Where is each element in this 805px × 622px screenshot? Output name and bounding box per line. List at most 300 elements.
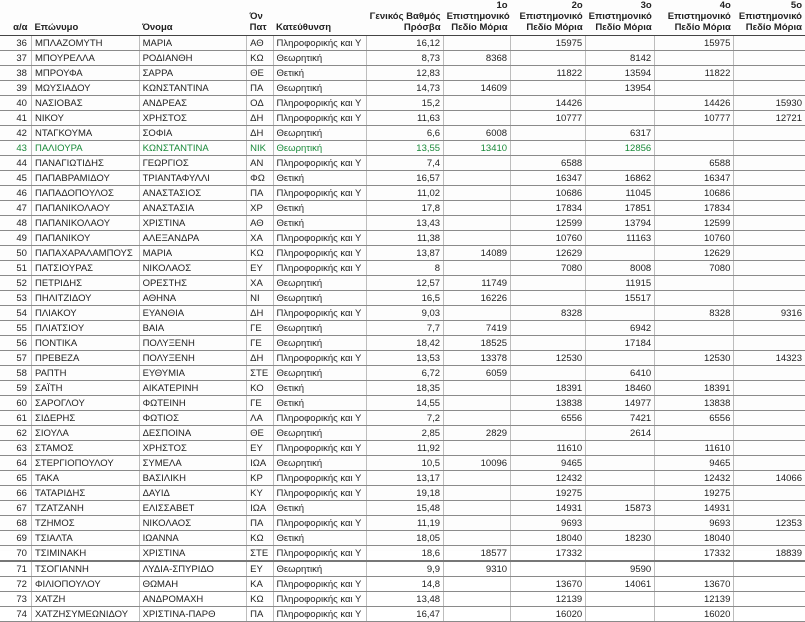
cell-field-5 — [734, 396, 805, 411]
cell-field-3: 11045 — [586, 186, 655, 201]
cell-name: ΑΝΑΣΤΑΣΙΑ — [139, 201, 247, 216]
cell-grade: 16,12 — [366, 36, 443, 51]
cell-grade: 14,73 — [366, 81, 443, 96]
cell-name: ΑΝΔΡΕΑΣ — [139, 96, 247, 111]
cell-field-4: 11610 — [655, 441, 734, 456]
cell-aa: 71 — [0, 561, 31, 577]
cell-name: ΧΡΙΣΤΙΝΑ — [139, 216, 247, 231]
cell-grade: 11,02 — [366, 186, 443, 201]
cell-field-4 — [655, 126, 734, 141]
cell-grade: 18,05 — [366, 531, 443, 546]
cell-direction: Θετική — [273, 171, 366, 186]
cell-field-1: 8368 — [444, 51, 511, 66]
cell-field-4: 14931 — [655, 501, 734, 516]
header-field-1: 1ο Επιστημονικό Πεδίο Μόρια — [444, 0, 511, 36]
cell-field-2: 10686 — [511, 186, 586, 201]
cell-direction: Πληροφορικής και Υ — [273, 306, 366, 321]
cell-field-2: 18391 — [511, 381, 586, 396]
cell-direction: Πληροφορικής και Υ — [273, 546, 366, 562]
cell-field-4: 16347 — [655, 171, 734, 186]
cell-name: ΣΑΡΡΑ — [139, 66, 247, 81]
cell-father: ΦΩ — [247, 171, 273, 186]
cell-aa: 57 — [0, 351, 31, 366]
cell-surname: ΣΙΔΕΡΗΣ — [31, 411, 139, 426]
cell-field-4 — [655, 426, 734, 441]
table-row — [0, 246, 805, 261]
cell-field-5: 18839 — [734, 546, 805, 562]
cell-grade: 13,17 — [366, 471, 443, 486]
cell-field-3 — [586, 592, 655, 607]
cell-field-2 — [511, 51, 586, 66]
cell-field-5 — [734, 456, 805, 471]
cell-field-5: 14323 — [734, 351, 805, 366]
cell-name: ΦΩΤΕΙΝΗ — [139, 396, 247, 411]
header-field-5: 5ο Επιστημονικό Πεδίο Μόρια — [734, 0, 805, 36]
cell-field-5 — [734, 66, 805, 81]
cell-father: ΑΝ — [247, 156, 273, 171]
cell-field-3: 13954 — [586, 81, 655, 96]
cell-field-1 — [444, 216, 511, 231]
cell-surname: ΝΑΣΙΟΒΑΣ — [31, 96, 139, 111]
cell-grade: 11,92 — [366, 441, 443, 456]
cell-grade: 16,57 — [366, 171, 443, 186]
cell-grade: 19,18 — [366, 486, 443, 501]
cell-father: ΘΕ — [247, 426, 273, 441]
cell-field-3: 16862 — [586, 171, 655, 186]
cell-grade: 2,85 — [366, 426, 443, 441]
cell-field-2 — [511, 336, 586, 351]
cell-field-5 — [734, 577, 805, 592]
cell-direction: Θεωρητική — [273, 336, 366, 351]
cell-field-4 — [655, 81, 734, 96]
cell-aa: 52 — [0, 276, 31, 291]
cell-field-3 — [586, 456, 655, 471]
cell-grade: 17,8 — [366, 201, 443, 216]
cell-name: ΒΑΣΙΛΙΚΗ — [139, 471, 247, 486]
cell-name: ΧΡΙΣΤΙΝΑ — [139, 546, 247, 562]
cell-field-2: 11610 — [511, 441, 586, 456]
cell-aa: 64 — [0, 456, 31, 471]
cell-field-3: 2614 — [586, 426, 655, 441]
cell-direction: Πληροφορικής και Υ — [273, 577, 366, 592]
cell-direction: Θετική — [273, 396, 366, 411]
table-row — [0, 516, 805, 531]
cell-field-5 — [734, 321, 805, 336]
cell-field-4: 13670 — [655, 577, 734, 592]
cell-direction: Θεωρητική — [273, 141, 366, 156]
cell-aa: 62 — [0, 426, 31, 441]
cell-grade: 11,63 — [366, 111, 443, 126]
cell-father: ΟΔ — [247, 96, 273, 111]
cell-direction: Θετική — [273, 66, 366, 81]
cell-field-3: 15517 — [586, 291, 655, 306]
cell-field-5 — [734, 201, 805, 216]
cell-grade: 13,53 — [366, 351, 443, 366]
cell-direction: Πληροφορικής και Υ — [273, 186, 366, 201]
cell-aa: 67 — [0, 501, 31, 516]
cell-direction: Θεωρητική — [273, 51, 366, 66]
cell-field-3: 12856 — [586, 141, 655, 156]
cell-field-2: 12139 — [511, 592, 586, 607]
cell-grade: 16,47 — [366, 607, 443, 622]
cell-field-1: 18577 — [444, 546, 511, 562]
cell-field-1 — [444, 201, 511, 216]
table-row — [0, 171, 805, 186]
cell-field-2 — [511, 561, 586, 577]
cell-father: ΝΙΚ — [247, 141, 273, 156]
cell-father: ΧΑ — [247, 276, 273, 291]
cell-field-2: 12629 — [511, 246, 586, 261]
table-row — [0, 531, 805, 546]
cell-field-4: 12432 — [655, 471, 734, 486]
cell-aa: 51 — [0, 261, 31, 276]
cell-field-3 — [586, 306, 655, 321]
cell-field-4 — [655, 366, 734, 381]
cell-field-2 — [511, 291, 586, 306]
cell-field-3: 17184 — [586, 336, 655, 351]
cell-grade: 13,87 — [366, 246, 443, 261]
cell-field-5: 9316 — [734, 306, 805, 321]
cell-direction: Θετική — [273, 381, 366, 396]
cell-field-1: 7419 — [444, 321, 511, 336]
cell-direction: Θεωρητική — [273, 321, 366, 336]
cell-aa: 68 — [0, 516, 31, 531]
cell-field-1 — [444, 231, 511, 246]
cell-field-2 — [511, 81, 586, 96]
cell-aa: 63 — [0, 441, 31, 456]
cell-field-5 — [734, 246, 805, 261]
table-row — [0, 592, 805, 607]
cell-name: ΕΥΘΥΜΙΑ — [139, 366, 247, 381]
cell-field-5 — [734, 81, 805, 96]
table-row — [0, 336, 805, 351]
cell-father: ΚΩ — [247, 246, 273, 261]
cell-field-2: 11822 — [511, 66, 586, 81]
cell-field-2: 8328 — [511, 306, 586, 321]
cell-field-1: 13378 — [444, 351, 511, 366]
cell-field-3 — [586, 111, 655, 126]
cell-field-4: 9693 — [655, 516, 734, 531]
cell-direction: Θεωρητική — [273, 426, 366, 441]
cell-surname: ΠΛΙΑΤΣΙΟΥ — [31, 321, 139, 336]
cell-field-4: 13838 — [655, 396, 734, 411]
cell-father: ΠΑ — [247, 186, 273, 201]
cell-field-1 — [444, 411, 511, 426]
cell-field-2: 19275 — [511, 486, 586, 501]
header-grade: Γενικός Βαθμός Πρόσβα — [366, 0, 443, 36]
table-row — [0, 441, 805, 456]
table-row — [0, 201, 805, 216]
cell-name: ΝΙΚΟΛΑΟΣ — [139, 261, 247, 276]
cell-field-1 — [444, 261, 511, 276]
cell-direction: Θεωρητική — [273, 81, 366, 96]
cell-field-3 — [586, 36, 655, 51]
cell-father: ΔΗ — [247, 306, 273, 321]
cell-field-2: 17332 — [511, 546, 586, 562]
cell-aa: 40 — [0, 96, 31, 111]
cell-field-2: 6588 — [511, 156, 586, 171]
cell-surname: ΣΤΑΜΟΣ — [31, 441, 139, 456]
cell-field-3: 7421 — [586, 411, 655, 426]
header-surname: Επώνυμο — [31, 0, 139, 36]
table-row — [0, 291, 805, 306]
table-row — [0, 426, 805, 441]
cell-grade: 18,6 — [366, 546, 443, 562]
cell-field-1 — [444, 531, 511, 546]
cell-surname: ΜΠΛΑΖΟΜΥΤΗ — [31, 36, 139, 51]
cell-aa: 53 — [0, 291, 31, 306]
cell-father: ΓΕ — [247, 396, 273, 411]
cell-field-4 — [655, 561, 734, 577]
cell-field-3: 14061 — [586, 577, 655, 592]
cell-surname: ΤΖΑΤΖΑΝΗ — [31, 501, 139, 516]
cell-father: ΠΑ — [247, 516, 273, 531]
cell-field-4: 17834 — [655, 201, 734, 216]
table-row — [0, 381, 805, 396]
cell-field-2: 10760 — [511, 231, 586, 246]
cell-surname: ΣΙΟΥΛΑ — [31, 426, 139, 441]
cell-field-4 — [655, 336, 734, 351]
cell-field-5 — [734, 231, 805, 246]
cell-aa: 56 — [0, 336, 31, 351]
cell-field-5 — [734, 291, 805, 306]
cell-field-4 — [655, 321, 734, 336]
cell-field-3: 6942 — [586, 321, 655, 336]
cell-name: ΕΛΙΣΣΑΒΕΤ — [139, 501, 247, 516]
cell-name: ΑΛΕΞΑΝΔΡΑ — [139, 231, 247, 246]
cell-name: ΑΙΚΑΤΕΡΙΝΗ — [139, 381, 247, 396]
table-row — [0, 607, 805, 622]
table-row — [0, 96, 805, 111]
cell-field-2 — [511, 426, 586, 441]
cell-direction: Πληροφορικής και Υ — [273, 411, 366, 426]
cell-surname: ΜΩΥΣΙΑΔΟΥ — [31, 81, 139, 96]
table-row — [0, 111, 805, 126]
cell-field-1: 14089 — [444, 246, 511, 261]
table-row — [0, 471, 805, 486]
cell-name: ΛΥΔΙΑ-ΣΠΥΡΙΔΟ — [139, 561, 247, 577]
cell-name: ΚΩΝΣΤΑΝΤΙΝΑ — [139, 81, 247, 96]
cell-field-2: 17834 — [511, 201, 586, 216]
cell-field-5 — [734, 186, 805, 201]
cell-field-3: 9590 — [586, 561, 655, 577]
cell-field-3: 6410 — [586, 366, 655, 381]
cell-field-5 — [734, 531, 805, 546]
cell-father: ΑΘ — [247, 216, 273, 231]
cell-field-3: 14977 — [586, 396, 655, 411]
cell-field-3 — [586, 96, 655, 111]
cell-grade: 15,48 — [366, 501, 443, 516]
cell-field-3 — [586, 156, 655, 171]
cell-grade: 7,7 — [366, 321, 443, 336]
table-row — [0, 186, 805, 201]
cell-field-5 — [734, 216, 805, 231]
table-row — [0, 231, 805, 246]
table-row — [0, 577, 805, 592]
cell-field-5 — [734, 501, 805, 516]
cell-surname: ΠΑΝΑΓΙΩΤΙΔΗΣ — [31, 156, 139, 171]
cell-field-3 — [586, 546, 655, 562]
cell-field-1: 6008 — [444, 126, 511, 141]
cell-field-2 — [511, 366, 586, 381]
cell-field-2: 13670 — [511, 577, 586, 592]
cell-surname: ΤΣΟΓΙΑΝΝΗ — [31, 561, 139, 577]
cell-direction: Θεωρητική — [273, 561, 366, 577]
cell-field-2: 14426 — [511, 96, 586, 111]
cell-direction: Θετική — [273, 531, 366, 546]
cell-aa: 74 — [0, 607, 31, 622]
cell-father: ΠΑ — [247, 607, 273, 622]
cell-field-3 — [586, 351, 655, 366]
cell-field-1 — [444, 171, 511, 186]
cell-father: ΚΩ — [247, 592, 273, 607]
cell-surname: ΠΛΙΑΚΟΥ — [31, 306, 139, 321]
cell-field-4: 6588 — [655, 156, 734, 171]
cell-aa: 46 — [0, 186, 31, 201]
cell-field-5 — [734, 561, 805, 577]
cell-field-4: 8328 — [655, 306, 734, 321]
header-field-2: 2ο Επιστημονικό Πεδίο Μόρια — [511, 0, 586, 36]
cell-field-3: 15873 — [586, 501, 655, 516]
cell-surname: ΜΠΡΟΥΦΑ — [31, 66, 139, 81]
cell-surname: ΝΙΚΟΥ — [31, 111, 139, 126]
cell-aa: 54 — [0, 306, 31, 321]
cell-aa: 55 — [0, 321, 31, 336]
cell-aa: 42 — [0, 126, 31, 141]
cell-surname: ΝΤΑΓΚΟΥΜΑ — [31, 126, 139, 141]
cell-field-4: 10777 — [655, 111, 734, 126]
cell-field-1: 6059 — [444, 366, 511, 381]
cell-field-2: 12530 — [511, 351, 586, 366]
cell-field-3: 6317 — [586, 126, 655, 141]
cell-field-1 — [444, 66, 511, 81]
cell-field-5 — [734, 486, 805, 501]
cell-surname: ΠΑΛΙΟΥΡΑ — [31, 141, 139, 156]
cell-name: ΓΕΩΡΓΙΟΣ — [139, 156, 247, 171]
cell-direction: Πληροφορικής και Υ — [273, 516, 366, 531]
table-row — [0, 396, 805, 411]
cell-field-5: 12721 — [734, 111, 805, 126]
cell-field-3: 11163 — [586, 231, 655, 246]
cell-father: ΠΑ — [247, 81, 273, 96]
table-row — [0, 411, 805, 426]
cell-grade: 6,6 — [366, 126, 443, 141]
cell-grade: 15,2 — [366, 96, 443, 111]
cell-grade: 13,55 — [366, 141, 443, 156]
cell-surname: ΤΖΗΜΟΣ — [31, 516, 139, 531]
cell-father: ΧΑ — [247, 231, 273, 246]
cell-field-2 — [511, 276, 586, 291]
table-row — [0, 51, 805, 66]
cell-father: ΛΑ — [247, 411, 273, 426]
cell-surname: ΣΑΪΤΗ — [31, 381, 139, 396]
cell-grade: 13,48 — [366, 592, 443, 607]
cell-field-2: 10777 — [511, 111, 586, 126]
table-row — [0, 351, 805, 366]
cell-field-2: 14931 — [511, 501, 586, 516]
cell-grade: 12,83 — [366, 66, 443, 81]
cell-field-4 — [655, 141, 734, 156]
cell-aa: 43 — [0, 141, 31, 156]
cell-surname: ΤΑΤΑΡΙΔΗΣ — [31, 486, 139, 501]
cell-field-2: 12599 — [511, 216, 586, 231]
cell-field-5 — [734, 366, 805, 381]
cell-field-2: 7080 — [511, 261, 586, 276]
cell-field-1 — [444, 471, 511, 486]
cell-direction: Θεωρητική — [273, 126, 366, 141]
cell-field-1 — [444, 516, 511, 531]
cell-father: ΔΗ — [247, 111, 273, 126]
cell-aa: 36 — [0, 36, 31, 51]
cell-direction: Πληροφορικής και Υ — [273, 441, 366, 456]
cell-surname: ΣΤΕΡΓΙΟΠΟΥΛΟΥ — [31, 456, 139, 471]
cell-grade: 14,55 — [366, 396, 443, 411]
cell-field-4: 12599 — [655, 216, 734, 231]
cell-father: ΚΟ — [247, 381, 273, 396]
cell-grade: 9,9 — [366, 561, 443, 577]
cell-field-1: 2829 — [444, 426, 511, 441]
cell-grade: 7,2 — [366, 411, 443, 426]
cell-grade: 14,8 — [366, 577, 443, 592]
cell-aa: 38 — [0, 66, 31, 81]
cell-father: ΣΤΕ — [247, 546, 273, 562]
cell-field-2: 9693 — [511, 516, 586, 531]
cell-grade: 16,5 — [366, 291, 443, 306]
cell-aa: 72 — [0, 577, 31, 592]
cell-name: ΧΡΙΣΤΙΝΑ-ΠΑΡΘ — [139, 607, 247, 622]
table-row — [0, 81, 805, 96]
cell-field-5: 14066 — [734, 471, 805, 486]
cell-father: ΕΥ — [247, 561, 273, 577]
cell-direction: Πληροφορικής και Υ — [273, 261, 366, 276]
cell-field-3: 18230 — [586, 531, 655, 546]
cell-field-5 — [734, 261, 805, 276]
table-row — [0, 561, 805, 577]
cell-field-5 — [734, 336, 805, 351]
cell-field-1 — [444, 577, 511, 592]
cell-name: ΡΟΔΙΑΝΘΗ — [139, 51, 247, 66]
cell-father: ΙΩΑ — [247, 501, 273, 516]
cell-field-3: 11915 — [586, 276, 655, 291]
cell-name: ΣΥΜΕΛΑ — [139, 456, 247, 471]
cell-field-1 — [444, 111, 511, 126]
cell-father: ΓΕ — [247, 336, 273, 351]
cell-field-1 — [444, 186, 511, 201]
cell-grade: 18,35 — [366, 381, 443, 396]
cell-name: ΧΡΗΣΤΟΣ — [139, 111, 247, 126]
cell-field-5 — [734, 276, 805, 291]
cell-aa: 58 — [0, 366, 31, 381]
cell-field-2: 16020 — [511, 607, 586, 622]
cell-direction: Πληροφορικής και Υ — [273, 96, 366, 111]
header-father: Όν Πατ — [247, 0, 273, 36]
header-field-3: 3ο Επιστημονικό Πεδίο Μόρια — [586, 0, 655, 36]
cell-direction: Πληροφορικής και Υ — [273, 592, 366, 607]
cell-field-4: 12629 — [655, 246, 734, 261]
cell-field-5 — [734, 381, 805, 396]
cell-surname: ΡΑΠΤΗ — [31, 366, 139, 381]
cell-field-5: 15930 — [734, 96, 805, 111]
table-row — [0, 486, 805, 501]
cell-field-5 — [734, 171, 805, 186]
cell-aa: 59 — [0, 381, 31, 396]
cell-field-1 — [444, 441, 511, 456]
cell-aa: 66 — [0, 486, 31, 501]
cell-surname: ΦΙΛΙΟΠΟΥΛΟΥ — [31, 577, 139, 592]
table-row — [0, 36, 805, 51]
cell-direction: Πληροφορικής και Υ — [273, 607, 366, 622]
cell-father: ΔΗ — [247, 126, 273, 141]
